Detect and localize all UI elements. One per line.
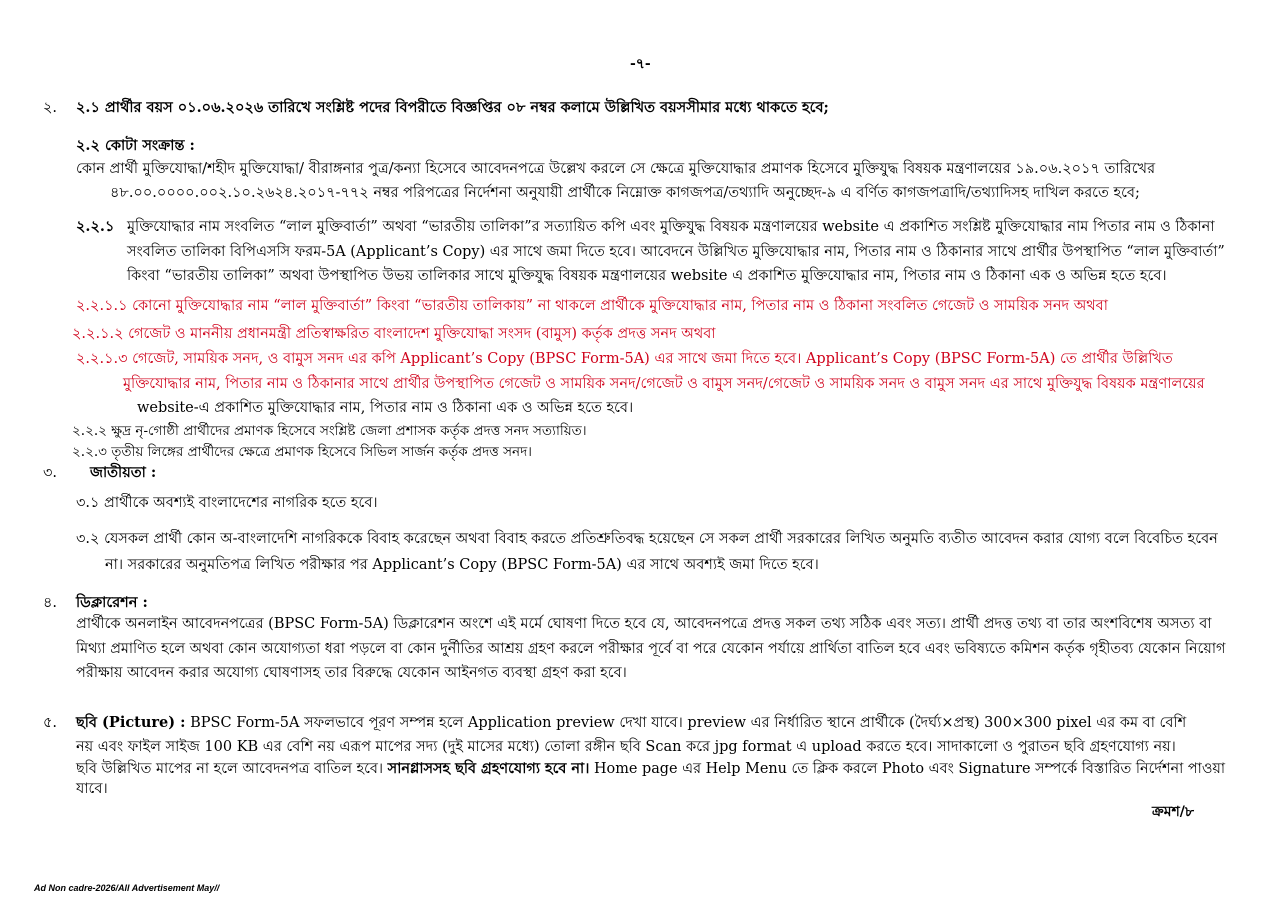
section-5-line-3c: Home page এর Help Menu তে ক্লিক করলে Photo এবং Signature সম্পর্কে বিস্তারিত নির্দেশনা পাওয়া — [589, 761, 1226, 777]
section-5-sunglass-warning: সানগ্লাসসহ ছবি গ্রহণযোগ্য হবে না। — [387, 760, 590, 777]
section-5-line-3a: ছবি উল্লিখিত মাপের না হলে আবেদনপত্র বাতিল হবে। — [76, 761, 388, 777]
section-5-line-1-wrap — [76, 713, 1186, 733]
footer-reference: Ad Non cadre-2026/All Advertisement May// — [34, 883, 220, 893]
section-4-number: ৪. — [43, 595, 58, 611]
section-2-2-1-number: ২.২.১ — [76, 218, 115, 235]
section-3-1: ৩.১ প্রার্থীকে অবশ্যই বাংলাদেশের নাগরিক হতে হবে। — [76, 495, 378, 511]
section-5-line-2: নয় এবং ফাইল সাইজ 100 KB এর বেশি নয় এরূপ মাপের সদ্য (দুই মাসের মধ্যে) তোলা রঙ্গীন ছবি Scan করে jpg format এ upload করতে হবে। সাদাকালো ও পুরাতন ছবি গ্রহণযোগ্য নয়। — [76, 739, 1176, 755]
section-4-heading: ডিক্লারেশন : — [76, 594, 148, 611]
section-2-1-text: ২.১ প্রার্থীর বয়স ০১.০৬.২০২৬ তারিখে সংশ্লিষ্ট পদের বিপরীতে বিজ্ঞপ্তির ০৮ নম্বর কলামে উল্লিখিত বয়সসীমার মধ্যে থাকতে হবে; — [76, 99, 829, 116]
section-3-2-line-2: না। সরকারের অনুমতিপত্র লিখিত পরীক্ষার পর Applicant’s Copy (BPSC Form-5A) এর সাথে অবশ্যই জমা দিতে হবে। — [105, 557, 819, 573]
section-4-line-1: প্রার্থীকে অনলাইন আবেদনপত্রের (BPSC Form-5A) ডিক্লারেশন অংশে এই মর্মে ঘোষণা দিতে হবে যে, আবেদনপত্রে প্রদত্ত সকল তথ্য সঠিক এবং সত্য। প্রার্থী প্রদত্ত তথ্য বা তার অংশবিশেষ অসত্য বা — [76, 616, 1212, 632]
section-2-2-line-2: ৪৮.০০.০০০০.০০২.১০.২৬২৪.২০১৭-৭৭২ নম্বর পরিপত্রের নির্দেশনা অনুযায়ী প্রার্থীকে নিম্নোক্ত কাগজপত্র/তথ্যাদি অনুচ্ছেদ-৯ এ বর্ণিত কাগজপত্রাদি/তথ্যাদিসহ দাখিল করতে হবে; — [110, 185, 1140, 201]
section-4-line-2: মিথ্যা প্রমাণিত হলে অথবা কোন অযোগ্যতা ধরা পড়লে বা কোন দুর্নীতির আশ্রয় গ্রহণ করলে পরীক্ষার পূর্বে বা পরে যেকোন পর্যায়ে প্রার্থিতা বাতিল হবে এবং ভবিষ্যতে কমিশন কর্তৃক গৃহীতব্য যেকোন নিয়োগ — [76, 641, 1226, 657]
section-2-2-1-3-line-3: website-এ প্রকাশিত মুক্তিযোদ্ধার নাম, পিতার নাম ও ঠিকানা এক ও অভিন্ন হতে হবে। — [137, 400, 634, 416]
section-2-2-1-3-line-2: মুক্তিযোদ্ধার নাম, পিতার নাম ও ঠিকানার সাথে প্রার্থীর উপস্থাপিত গেজেট ও সাময়িক সনদ/গেজেট ও বামুস সনদ/গেজেট ও সাময়িক সনদ ও বামুস সনদ এর সাথে মুক্তিযুদ্ধ বিষয়ক মন্ত্রণালয়ের — [123, 376, 1205, 392]
section-2-2-1-3-line-1: ২.২.১.৩ গেজেট, সাময়িক সনদ, ও বামুস সনদ এর কপি Applicant’s Copy (BPSC Form-5A) এর সাথে জমা দিতে হবে। Applicant’s Copy (BPSC Form-5A) তে প্রার্থীর উল্লিখিত — [76, 351, 1173, 367]
section-2-2-1-1: ২.২.১.১ কোনো মুক্তিযোদ্ধার নাম “লাল মুক্তিবার্তা” কিংবা “ভারতীয় তালিকায়” না থাকলে প্রার্থীকে মুক্তিযোদ্ধার নাম, পিতার নাম ও ঠিকানা সংবলিত গেজেট ও সাময়িক সনদ অথবা — [76, 298, 1108, 314]
section-5-line-3-wrap — [76, 759, 1225, 779]
section-3-2-line-1: ৩.২ যেসকল প্রার্থী কোন অ-বাংলাদেশি নাগরিককে বিবাহ করেছেন অথবা বিবাহ করতে প্রতিশ্রুতিবদ্ধ হয়েছেন সে সকল প্রার্থী সরকারের লিখিত অনুমতি ব্যতীত আবেদন করার যোগ্য বলে বিবেচিত হবেন — [76, 531, 1218, 547]
section-2-2-line-1: কোন প্রার্থী মুক্তিযোদ্ধা/শহীদ মুক্তিযোদ্ধা/ বীরাঙ্গনার পুত্র/কন্যা হিসেবে আবেদনপত্রে উল্লেখ করলে সে ক্ষেত্রে মুক্তিযোদ্ধার প্রমাণক হিসেবে মুক্তিযুদ্ধ বিষয়ক মন্ত্রণালয়ের ১৯.০৬.২০১৭ তারিখের — [76, 161, 1156, 177]
section-2-2-1-line-3: কিংবা “ভারতীয় তালিকা” অথবা উপস্থাপিত উভয় তালিকার সাথে মুক্তিযুদ্ধ বিষয়ক মন্ত্রণালয়ের website এ প্রকাশিত মুক্তিযোদ্ধার নাম, পিতার নাম ও ঠিকানা এক ও অভিন্ন হতে হবে। — [127, 268, 1167, 284]
section-2-2-2: ২.২.২ ক্ষুদ্র নৃ-গোষ্ঠী প্রার্থীদের প্রমাণক হিসেবে সংশ্লিষ্ট জেলা প্রশাসক কর্তৃক প্রদত্ত সনদ সত্যায়িত। — [72, 423, 587, 439]
section-5-line-4: যাবে। — [76, 781, 108, 797]
page-number: -৭- — [630, 56, 651, 72]
section-2-number: ২. — [43, 100, 58, 116]
section-3-heading: জাতীয়তা : — [90, 464, 157, 481]
section-4-line-3: পরীক্ষায় আবেদন করার অযোগ্য ঘোষণাসহ তার বিরুদ্ধে যেকোন আইনগত ব্যবস্থা গ্রহণ করা হবে। — [76, 665, 627, 681]
section-2-2-1-line-1: মুক্তিযোদ্ধার নাম সংবলিত “লাল মুক্তিবার্তা” অথবা “ভারতীয় তালিকা”র সত্যায়িত কপি এবং মুক্তিযুদ্ধ বিষয়ক মন্ত্রণালয়ের website এ প্রকাশিত সংশ্লিষ্ট মুক্তিযোদ্ধার নাম পিতার নাম ও ঠিকানা — [127, 219, 1215, 235]
section-5-number: ৫. — [43, 715, 58, 731]
section-2-2-3: ২.২.৩ তৃতীয় লিঙ্গের প্রার্থীদের ক্ষেত্রে প্রমাণক হিসেবে সিভিল সার্জন কর্তৃক প্রদত্ত সনদ। — [72, 444, 533, 460]
section-2-2-heading: ২.২ কোটা সংক্রান্ত : — [76, 137, 195, 154]
section-5-line-1: BPSC Form-5A সফলভাবে পূরণ সম্পন্ন হলে Application preview দেখা যাবে। preview এর নির্ধারিত স্থানে প্রার্থীকে (দৈর্ঘ্য×প্রস্থ) 300×300 pixel এর কম বা বেশি — [190, 715, 1187, 731]
section-3-number: ৩. — [43, 465, 58, 481]
section-2-2-1-line-2: সংবলিত তালিকা বিপিএসসি ফরম-5A (Applicant’s Copy) এর সাথে জমা দিতে হবে। আবেদনে উল্লিখিত মুক্তিযোদ্ধার নাম, পিতার নাম ও ঠিকানার সাথে প্রার্থীর উপস্থাপিত “লাল মুক্তিবার্তা” — [127, 244, 1225, 260]
section-5-heading: ছবি (Picture) : — [76, 714, 186, 731]
section-2-2-1-2: ২.২.১.২ গেজেট ও মাননীয় প্রধানমন্ত্রী প্রতিস্বাক্ষরিত বাংলাদেশ মুক্তিযোদ্ধা সংসদ (বামুস) কর্তৃক প্রদত্ত সনদ অথবা — [72, 326, 716, 342]
continued-marker: ক্রমশ/৮ — [1152, 804, 1194, 820]
